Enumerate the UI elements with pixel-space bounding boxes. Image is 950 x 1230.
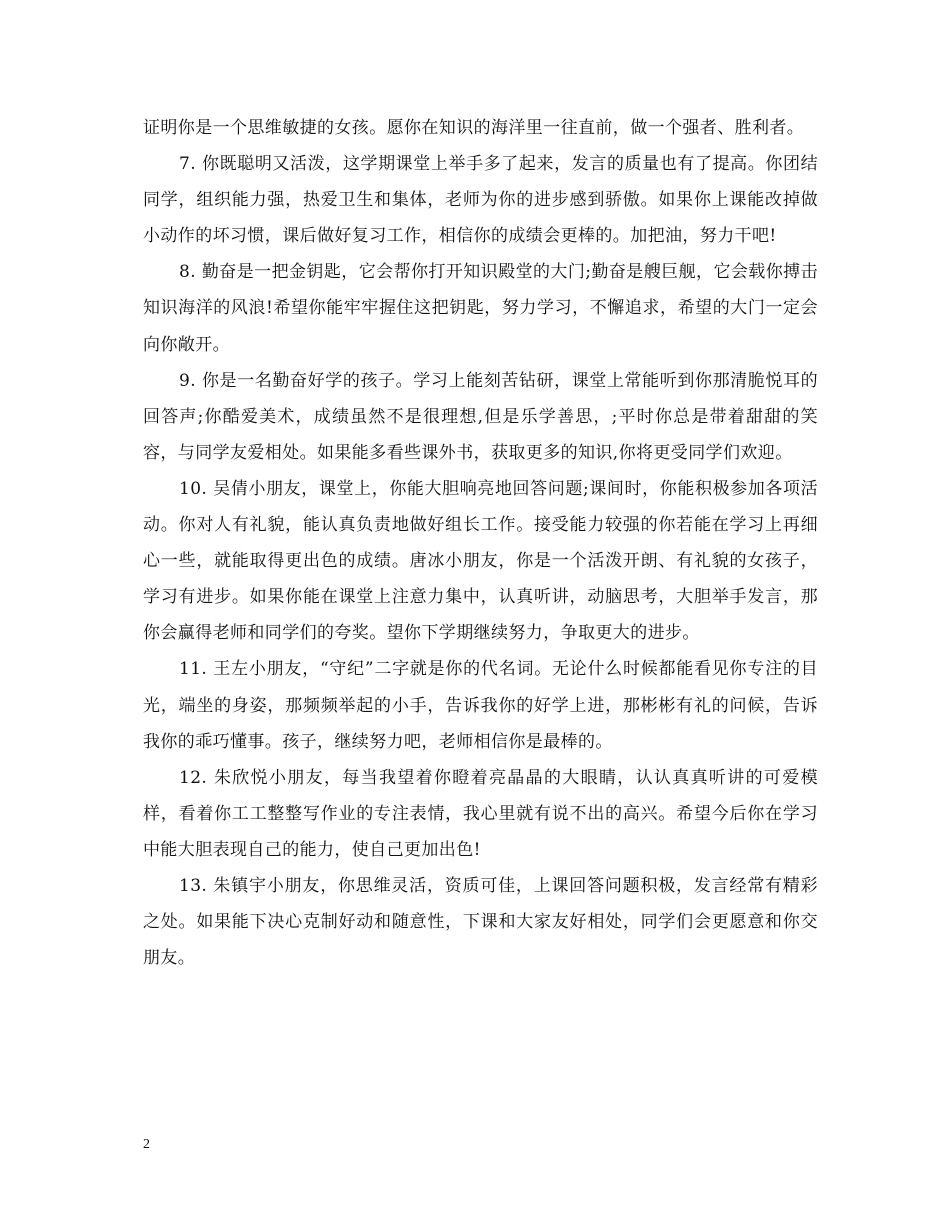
paragraph-comment-8: 8. 勤奋是一把金钥匙，它会帮你打开知识殿堂的大门;勤奋是艘巨舰，它会载你搏击知识海洋的风浪!希望你能牢牢握住这把钥匙，努力学习，不懈追求，希望的大门一定会向你敞开。 xyxy=(143,262,818,355)
page-number: 2 xyxy=(143,1137,150,1152)
paragraph-comment-10: 10. 吴倩小朋友，课堂上，你能大胆响亮地回答问题;课间时，你能积极参加各项活动。你对人有礼貌，能认真负责地做好组长工作。接受能力较强的你若能在学习上再细心一些，就能取得更出色的成绩。唐冰小朋友，你是一个活泼开朗、有礼貌的女孩子，学习有进步。如果你能在课堂上注意力集中，认真听讲，动脑思考，大胆举手发言，那你会赢得老师和同学们的夸奖。望你下学期继续努力，争取更大的进步。 xyxy=(143,478,818,644)
paragraph-comment-7: 7. 你既聪明又活泼，这学期课堂上举手多了起来，发言的质量也有了提高。你团结同学，组织能力强，热爱卫生和集体，老师为你的进步感到骄傲。如果你上课能改掉做小动作的坏习惯，课后做好复习工作，相信你的成绩会更棒的。加把油，努力干吧! xyxy=(143,154,818,247)
document-body xyxy=(143,110,818,976)
paragraph-comment-12: 12. 朱欣悦小朋友，每当我望着你瞪着亮晶晶的大眼睛，认认真真听讲的可爱模样，看着你工工整整写作业的专注表情，我心里就有说不出的高兴。希望今后你在学习中能大胆表现自己的能力，使自己更加出色! xyxy=(143,767,818,860)
paragraph-continuation: 证明你是一个思维敏捷的女孩。愿你在知识的海洋里一往直前，做一个强者、胜利者。 xyxy=(143,118,805,138)
paragraph-comment-9: 9. 你是一名勤奋好学的孩子。学习上能刻苦钻研，课堂上常能听到你那清脆悦耳的回答声;你酷爱美术，成绩虽然不是很理想,但是乐学善思，;平时你总是带着甜甜的笑容，与同学友爱相处。如果能多看些课外书，获取更多的知识,你将更受同学们欢迎。 xyxy=(143,370,818,463)
paragraph-comment-11: 11. 王左小朋友，“守纪”二字就是你的代名词。无论什么时候都能看见你专注的目光，端坐的身姿，那频频举起的小手，告诉我你的好学上进，那彬彬有礼的问候，告诉我你的乖巧懂事。孩子，继续努力吧，老师相信你是最棒的。 xyxy=(143,659,818,752)
paragraph-comment-13: 13. 朱镇宇小朋友，你思维灵活，资质可佳，上课回答问题积极，发言经常有精彩之处。如果能下决心克制好动和随意性，下课和大家友好相处，同学们会更愿意和你交朋友。 xyxy=(143,875,818,969)
